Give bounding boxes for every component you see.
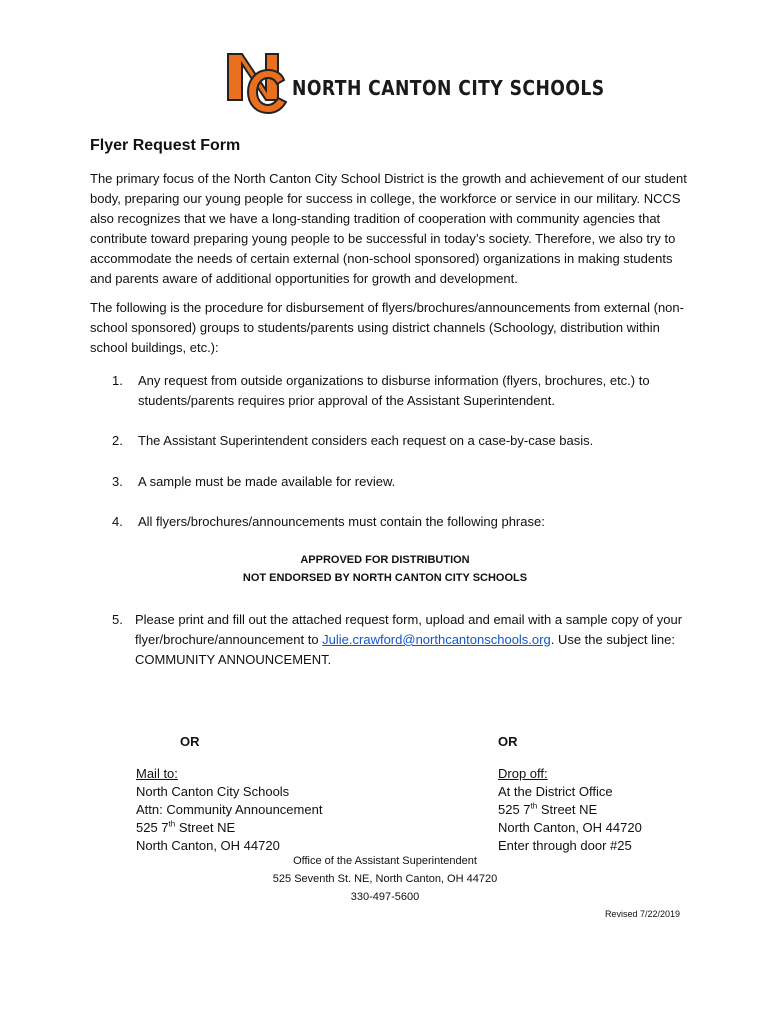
intro-paragraph: The primary focus of the North Canton City School District is the growth and achievement of our student body, preparing our young people for success in college, the workforce or service in our military. NCCS also recognizes that we have a long-standing tradition of cooperation with community agencies that contribute toward preparing young people to be successful in today’s society. Therefore, we also try to accommodate the needs of certain external (non-school sponsored) organizations in making students and parents aware of additional opportunities for growth and development.	[90, 171, 687, 286]
footer-office: Office of the Assistant Superintendent	[293, 855, 477, 867]
district-logo	[224, 50, 605, 116]
list-text: A sample must be made available for review.	[138, 474, 396, 489]
footer-phone: 330-497-5600	[350, 891, 420, 903]
brand-name: NORTH CANTON CITY SCHOOLS	[292, 76, 605, 100]
email-link[interactable]: Julie.crawford@northcantonschools.org	[322, 632, 551, 647]
list-text	[135, 610, 685, 670]
step5-text-after: . Use the subject line: COMMUNITY ANNOUNCEMENT.	[135, 632, 676, 667]
nc-monogram-icon	[224, 50, 294, 116]
procedure-intro: The following is the procedure for disbursement of flyers/brochures/announcements from external (non-school sponsored) groups to students/parents using district channels (Schoology, distribution within school buildings, etc.):	[90, 300, 684, 355]
mail-street: 525 7th Street NE	[136, 819, 236, 835]
revised-date: Revised 7/22/2019	[604, 909, 680, 919]
list-number: 1.	[112, 373, 123, 388]
mail-to-heading: Mail to:	[136, 766, 178, 781]
mail-line1: North Canton City Schools	[136, 784, 290, 799]
drop-city: North Canton, OH 44720	[498, 820, 642, 835]
or-label-left: OR	[180, 734, 200, 749]
list-number: 4.	[112, 514, 123, 529]
footer-address: 525 Seventh St. NE, North Canton, OH 44720	[272, 873, 498, 885]
drop-off-block	[498, 765, 758, 855]
required-phrase-line1: APPROVED FOR DISTRIBUTION	[300, 554, 470, 566]
drop-street: 525 7th Street NE	[498, 801, 598, 817]
mail-line2: Attn: Community Announcement	[136, 802, 323, 817]
list-number: 3.	[112, 474, 123, 489]
step5-text-before: Please print and fill out the attached request form, upload and email with a sample copy of your flyer/brochure/announcement to	[135, 612, 683, 647]
list-number: 2.	[112, 433, 123, 448]
required-phrase-line2: NOT ENDORSED BY NORTH CANTON CITY SCHOOLS	[242, 572, 528, 584]
list-text: The Assistant Superintendent considers each request on a case-by-case basis.	[138, 433, 594, 448]
drop-off-heading: Drop off:	[498, 766, 548, 781]
mail-city: North Canton, OH 44720	[136, 838, 280, 853]
drop-line1: At the District Office	[498, 784, 613, 799]
page-title: Flyer Request Form	[90, 137, 241, 154]
mail-to-block	[136, 765, 396, 855]
list-text: Any request from outside organizations to disburse information (flyers, brochures, etc.) to students/parents requires prior approval of the Assistant Superintendent.	[138, 373, 650, 408]
list-number: 5.	[112, 612, 123, 627]
drop-door: Enter through door #25	[498, 838, 632, 853]
or-label-right: OR	[498, 734, 518, 749]
list-text: All flyers/brochures/announcements must contain the following phrase:	[138, 514, 545, 529]
